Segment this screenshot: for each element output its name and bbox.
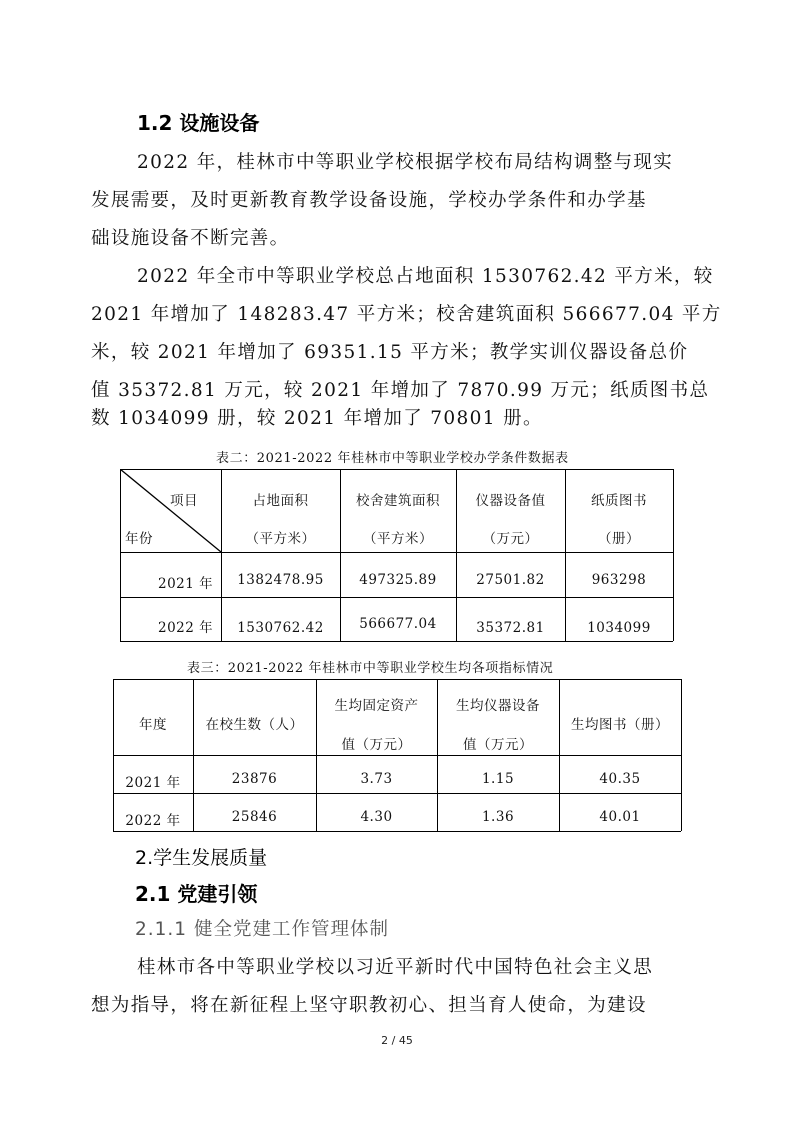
table3-cell: 25846 — [231, 809, 278, 825]
table3-cell: 1.36 — [481, 809, 515, 825]
table2-header-unit: （册） — [598, 531, 640, 547]
section-heading-2-1: 2.1 党建引领 — [135, 882, 258, 906]
table3-cell: 40.01 — [599, 809, 641, 825]
table2-header: 占地面积 — [252, 493, 309, 509]
paragraph-line: 想为指导，将在新征程上坚守职教初心、担当育人使命，为建设 — [91, 995, 647, 1016]
table3-border — [681, 679, 682, 831]
table2-cell: 497325.89 — [359, 572, 437, 588]
table2-cell: 1530762.42 — [237, 620, 324, 636]
table2-row-year: 2022 年 — [158, 620, 214, 636]
paragraph-line: 米，较 2021 年增加了 69351.15 平方米；教学实训仪器设备总价 — [91, 342, 689, 363]
table2-header-unit: （万元） — [482, 531, 539, 547]
paragraph-line: 数 1034099 册，较 2021 年增加了 70801 册。 — [91, 408, 543, 429]
table3-cell: 23876 — [231, 771, 278, 787]
table3-header: 生均图书（册） — [571, 717, 669, 733]
paragraph-line: 值 35372.81 万元，较 2021 年增加了 7870.99 万元；纸质图书总 — [91, 380, 710, 401]
table2-corner-top: 项目 — [170, 493, 198, 509]
table2-cell: 1034099 — [587, 620, 651, 636]
section-heading-2: 2.学生发展质量 — [135, 847, 268, 869]
section-heading-1-2: 1.2 设施设备 — [137, 111, 260, 135]
paragraph-line: 发展需要，及时更新教育教学设备设施，学校办学条件和办学基 — [91, 190, 647, 211]
section-heading-2-1-1: 2.1.1 健全党建工作管理体制 — [135, 919, 389, 940]
table3-header-unit: 值（万元） — [463, 737, 533, 753]
table3-header: 年度 — [139, 717, 167, 733]
paragraph-line: 2022 年，桂林市中等职业学校根据学校布局结构调整与现实 — [137, 152, 674, 173]
table2-header: 纸质图书 — [591, 493, 647, 509]
table2-border — [120, 597, 673, 598]
page-number: 2 / 45 — [381, 1034, 413, 1047]
paragraph-line: 桂林市各中等职业学校以习近平新时代中国特色社会主义思 — [137, 957, 654, 978]
table3-cell: 1.15 — [481, 771, 515, 787]
paragraph-line: 2021 年增加了 148283.47 平方米；校舍建筑面积 566677.04 平方 — [91, 304, 722, 325]
table2-caption: 表二：2021-2022 年桂林市中等职业学校办学条件数据表 — [216, 451, 569, 466]
table3-border — [113, 831, 681, 832]
table2-cell: 35372.81 — [476, 620, 545, 636]
table3-header: 在校生数（人） — [205, 717, 304, 733]
table3-cell: 3.73 — [360, 771, 393, 787]
table2-corner-bottom: 年份 — [125, 531, 153, 547]
table2-header-unit: （平方米） — [363, 531, 433, 547]
table2-header: 校舍建筑面积 — [356, 493, 440, 509]
table3-header: 生均固定资产 — [334, 698, 419, 714]
table2-cell: 963298 — [591, 572, 647, 588]
table2-header: 仪器设备值 — [475, 493, 546, 509]
paragraph-line: 2022 年全市中等职业学校总占地面积 1530762.42 平方米，较 — [137, 266, 714, 287]
table3-border — [113, 793, 681, 794]
table3-header: 生均仪器设备 — [456, 698, 540, 714]
table3-border — [113, 755, 681, 756]
paragraph-line: 础设施设备不断完善。 — [91, 228, 290, 249]
table2-cell: 27501.82 — [476, 572, 545, 588]
table3-cell: 4.30 — [360, 809, 393, 825]
table3-header-unit: 值（万元） — [341, 737, 412, 753]
table3-row-year: 2021 年 — [125, 775, 181, 791]
table3-border — [113, 679, 681, 680]
table2-border — [673, 469, 674, 641]
table3-caption: 表三：2021-2022 年桂林市中等职业学校生均各项指标情况 — [187, 661, 554, 676]
table3-cell: 40.35 — [599, 771, 641, 787]
table2-cell: 566677.04 — [359, 616, 437, 632]
table2-row-year: 2021 年 — [158, 576, 214, 592]
table2-cell: 1382478.95 — [237, 572, 324, 588]
table3-row-year: 2022 年 — [125, 813, 181, 829]
table2-border — [120, 641, 673, 642]
table2-header-unit: （平方米） — [245, 531, 316, 547]
